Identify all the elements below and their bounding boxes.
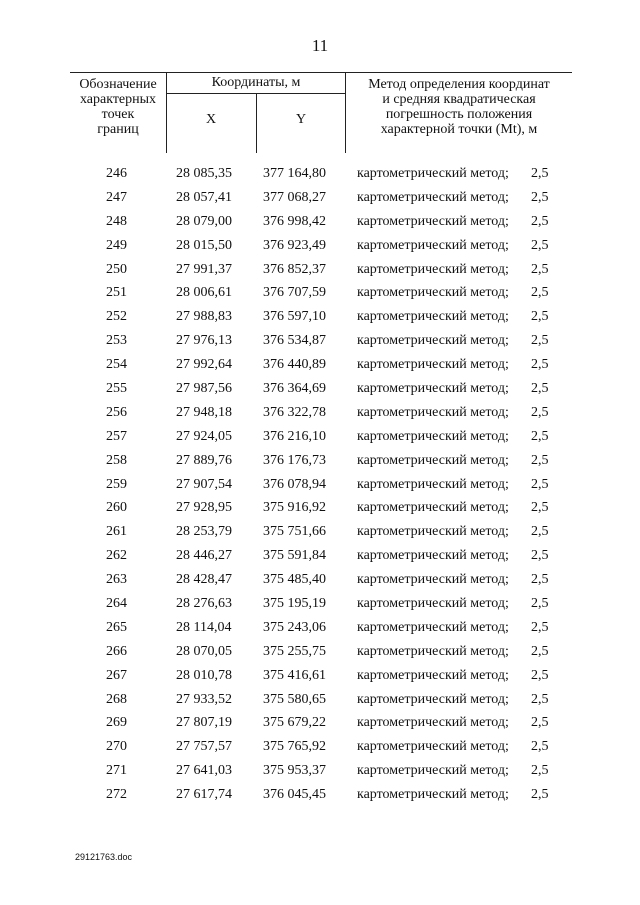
- point-id: 272: [106, 787, 127, 803]
- method-text: картометрический метод;: [357, 476, 509, 492]
- header-x: X: [205, 111, 217, 127]
- coord-x: 28 446,27: [176, 548, 232, 564]
- method-text: картометрический метод;: [357, 237, 509, 253]
- accuracy-value: 2,5: [531, 166, 549, 181]
- method-text: картометрический метод;: [357, 428, 509, 444]
- table-row: [70, 449, 572, 473]
- coord-y: 376 045,45: [263, 787, 326, 803]
- coord-y: 375 591,84: [263, 548, 326, 564]
- accuracy-value: 2,5: [531, 715, 549, 731]
- coord-x: 27 987,56: [176, 381, 232, 397]
- table-row: [70, 377, 572, 401]
- table-row: [70, 544, 572, 568]
- point-id: 246: [106, 166, 127, 181]
- coord-x: 28 057,41: [176, 189, 232, 205]
- coord-y: 376 364,69: [263, 381, 326, 397]
- coord-x: 27 889,76: [176, 452, 232, 468]
- accuracy-value: 2,5: [531, 452, 549, 468]
- method-text: картометрический метод;: [357, 596, 509, 612]
- accuracy-value: 2,5: [531, 572, 549, 588]
- coord-y: 376 322,78: [263, 404, 326, 420]
- coord-x: 27 928,95: [176, 500, 232, 516]
- coord-x: 27 933,52: [176, 691, 232, 707]
- point-id: 271: [106, 763, 127, 779]
- point-id: 249: [106, 237, 127, 253]
- point-id: 257: [106, 428, 127, 444]
- method-text: картометрический метод;: [357, 763, 509, 779]
- point-id: 247: [106, 189, 127, 205]
- method-text: картометрический метод;: [357, 189, 509, 205]
- coord-x: 27 976,13: [176, 333, 232, 349]
- point-id: 259: [106, 476, 127, 492]
- point-id: 258: [106, 452, 127, 468]
- point-id: 265: [106, 619, 127, 635]
- coord-x: 27 948,18: [176, 404, 232, 420]
- coord-x: 28 428,47: [176, 572, 232, 588]
- point-id: 266: [106, 643, 127, 659]
- method-text: картометрический метод;: [357, 524, 509, 540]
- coord-y: 376 534,87: [263, 333, 326, 349]
- coord-x: 27 907,54: [176, 476, 232, 492]
- coord-x: 27 807,19: [176, 715, 232, 731]
- table-row: [70, 520, 572, 544]
- coord-x: 27 924,05: [176, 428, 232, 444]
- method-text: картометрический метод;: [357, 452, 509, 468]
- table-row: [70, 664, 572, 688]
- coord-x: 27 988,83: [176, 309, 232, 325]
- table-row: [70, 258, 572, 282]
- coord-x: 28 276,63: [176, 596, 232, 612]
- accuracy-value: 2,5: [531, 333, 549, 349]
- coord-x: 28 079,00: [176, 213, 232, 229]
- accuracy-value: 2,5: [531, 739, 549, 755]
- coord-x: 28 006,61: [176, 285, 232, 301]
- file-name: 29121763.doc: [75, 852, 133, 862]
- table-row: [70, 353, 572, 377]
- table-row: [70, 305, 572, 329]
- accuracy-value: 2,5: [531, 763, 549, 779]
- coord-y: 375 916,92: [263, 500, 326, 516]
- method-text: картометрический метод;: [357, 357, 509, 373]
- coord-y: 376 176,73: [263, 452, 326, 468]
- method-text: картометрический метод;: [357, 500, 509, 516]
- point-id: 268: [106, 691, 127, 707]
- coord-y: 375 485,40: [263, 572, 326, 588]
- accuracy-value: 2,5: [531, 357, 549, 373]
- coord-y: 376 707,59: [263, 285, 326, 301]
- coord-x: 27 617,74: [176, 787, 232, 803]
- point-id: 251: [106, 285, 127, 301]
- coord-x: 28 253,79: [176, 524, 232, 540]
- accuracy-value: 2,5: [531, 261, 549, 277]
- table-row: [70, 735, 572, 759]
- table-row: [70, 711, 572, 735]
- table-row: [70, 783, 572, 807]
- coord-x: 27 641,03: [176, 763, 232, 779]
- accuracy-value: 2,5: [531, 404, 549, 420]
- coord-y: 376 998,42: [263, 213, 326, 229]
- point-id: 252: [106, 309, 127, 325]
- method-text: картометрический метод;: [357, 715, 509, 731]
- header-y: Y: [295, 111, 307, 127]
- method-text: картометрический метод;: [357, 667, 509, 683]
- point-id: 253: [106, 333, 127, 349]
- accuracy-value: 2,5: [531, 619, 549, 635]
- table-row: [70, 759, 572, 783]
- coord-x: 27 992,64: [176, 357, 232, 373]
- table-row: [70, 162, 572, 186]
- accuracy-value: 2,5: [531, 691, 549, 707]
- point-id: 262: [106, 548, 127, 564]
- method-text: картометрический метод;: [357, 285, 509, 301]
- table-row: [70, 592, 572, 616]
- coord-y: 375 679,22: [263, 715, 326, 731]
- coord-y: 375 255,75: [263, 643, 326, 659]
- method-text: картометрический метод;: [357, 739, 509, 755]
- method-text: картометрический метод;: [357, 619, 509, 635]
- method-text: картометрический метод;: [357, 572, 509, 588]
- header-point-designation: Обозначение характерных точек границ: [79, 77, 157, 137]
- table-row: [70, 496, 572, 520]
- point-id: 267: [106, 667, 127, 683]
- method-text: картометрический метод;: [357, 643, 509, 659]
- coord-y: 376 923,49: [263, 237, 326, 253]
- coord-x: 27 991,37: [176, 261, 232, 277]
- point-id: 270: [106, 739, 127, 755]
- table-row: [70, 425, 572, 449]
- accuracy-value: 2,5: [531, 476, 549, 492]
- accuracy-value: 2,5: [531, 189, 549, 205]
- accuracy-value: 2,5: [531, 667, 549, 683]
- page-number: 11: [311, 36, 329, 55]
- coord-y: 375 580,65: [263, 691, 326, 707]
- table-row: [70, 640, 572, 664]
- coord-y: 375 416,61: [263, 667, 326, 683]
- method-text: картометрический метод;: [357, 261, 509, 277]
- table-row: [70, 473, 572, 497]
- accuracy-value: 2,5: [531, 524, 549, 540]
- accuracy-value: 2,5: [531, 596, 549, 612]
- table-row: [70, 616, 572, 640]
- method-text: картометрический метод;: [357, 404, 509, 420]
- coord-y: 375 953,37: [263, 763, 326, 779]
- point-id: 256: [106, 404, 127, 420]
- table-row: [70, 329, 572, 353]
- coord-x: 28 010,78: [176, 667, 232, 683]
- table-row: [70, 568, 572, 592]
- method-text: картометрический метод;: [357, 548, 509, 564]
- coord-y: 376 597,10: [263, 309, 326, 325]
- accuracy-value: 2,5: [531, 381, 549, 397]
- accuracy-value: 2,5: [531, 787, 549, 803]
- accuracy-value: 2,5: [531, 237, 549, 253]
- method-text: картометрический метод;: [357, 333, 509, 349]
- coord-y: 376 078,94: [263, 476, 326, 492]
- point-id: 250: [106, 261, 127, 277]
- coord-y: 375 243,06: [263, 619, 326, 635]
- point-id: 254: [106, 357, 127, 373]
- method-text: картометрический метод;: [357, 309, 509, 325]
- point-id: 255: [106, 381, 127, 397]
- point-id: 263: [106, 572, 127, 588]
- coord-y: 375 751,66: [263, 524, 326, 540]
- method-text: картометрический метод;: [357, 213, 509, 229]
- coord-x: 28 070,05: [176, 643, 232, 659]
- table-header: [70, 72, 572, 153]
- point-id: 261: [106, 524, 127, 540]
- accuracy-value: 2,5: [531, 428, 549, 444]
- coord-y: 376 852,37: [263, 261, 326, 277]
- method-text: картометрический метод;: [357, 691, 509, 707]
- accuracy-value: 2,5: [531, 309, 549, 325]
- coord-y: 376 440,89: [263, 357, 326, 373]
- coord-x: 28 114,04: [176, 619, 232, 635]
- table-row: [70, 401, 572, 425]
- point-id: 260: [106, 500, 127, 516]
- accuracy-value: 2,5: [531, 548, 549, 564]
- coord-y: 376 216,10: [263, 428, 326, 444]
- coord-x: 28 085,35: [176, 166, 232, 181]
- point-id: 264: [106, 596, 127, 612]
- table-row: [70, 281, 572, 305]
- accuracy-value: 2,5: [531, 213, 549, 229]
- table-body: [70, 162, 572, 807]
- accuracy-value: 2,5: [531, 643, 549, 659]
- point-id: 248: [106, 213, 127, 229]
- table-row: [70, 234, 572, 258]
- method-text: картометрический метод;: [357, 166, 509, 181]
- method-text: картометрический метод;: [357, 787, 509, 803]
- coord-x: 28 015,50: [176, 237, 232, 253]
- table-row: [70, 210, 572, 234]
- coord-y: 377 164,80: [263, 166, 326, 181]
- coord-y: 375 765,92: [263, 739, 326, 755]
- header-method: Метод определения координат и средняя квадратическая погрешность положения характерной точки (Mt), м: [368, 77, 550, 137]
- accuracy-value: 2,5: [531, 500, 549, 516]
- coord-x: 27 757,57: [176, 739, 232, 755]
- table-row: [70, 688, 572, 712]
- point-id: 269: [106, 715, 127, 731]
- accuracy-value: 2,5: [531, 285, 549, 301]
- table-row: [70, 186, 572, 210]
- coord-y: 377 068,27: [263, 189, 326, 205]
- coord-y: 375 195,19: [263, 596, 326, 612]
- method-text: картометрический метод;: [357, 381, 509, 397]
- header-coordinates: Координаты, м: [166, 73, 346, 94]
